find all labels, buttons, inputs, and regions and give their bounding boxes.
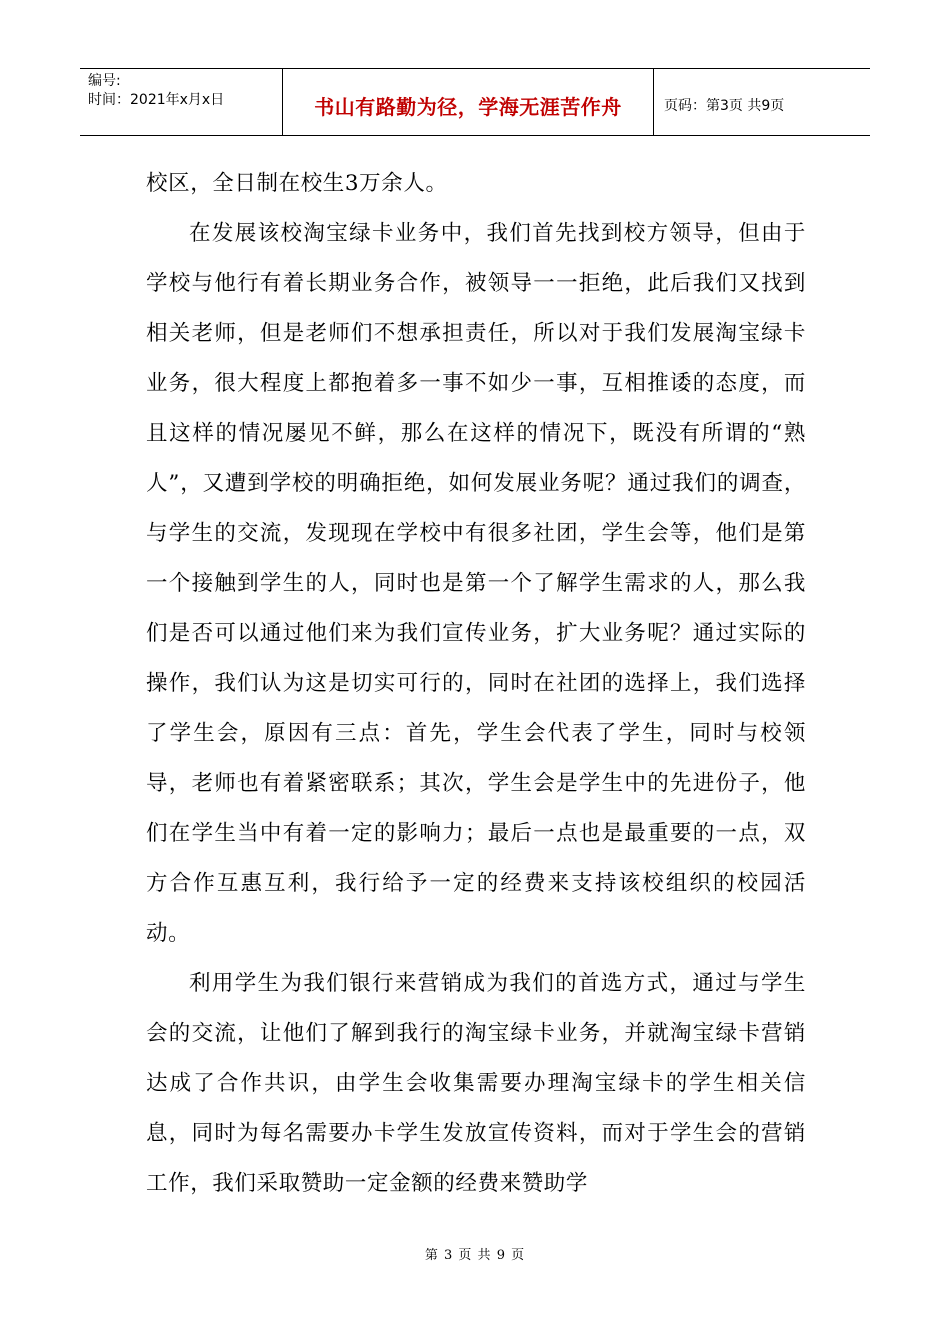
page-footer: 第 3 页 共 9 页 bbox=[424, 1248, 526, 1263]
serial-number-label: 编号: bbox=[88, 73, 121, 89]
document-body bbox=[146, 159, 806, 1209]
paragraph-continuation: 校区，全日制在校生3万余人。 bbox=[146, 171, 448, 196]
header-motto: 书山有路勤为径，学海无涯苦作舟 bbox=[283, 69, 654, 135]
date-label: 时间：2021年x月x日 bbox=[88, 92, 225, 108]
header-meta-cell bbox=[80, 69, 283, 135]
document-header bbox=[80, 68, 870, 136]
header-page-code: 页码：第3页 共9页 bbox=[664, 98, 785, 114]
paragraph: 利用学生为我们银行来营销成为我们的首选方式，通过与学生会的交流，让他们了解到我行的淘宝绿卡业务，并就淘宝绿卡营销达成了合作共识，由学生会收集需要办理淘宝绿卡的学生相关信息，同时为每名需要办卡学生发放宣传资料，而对于学生会的营销工作，我们采取赞助一定金额的经费来赞助学 bbox=[146, 971, 806, 1196]
paragraph: 在发展该校淘宝绿卡业务中，我们首先找到校方领导，但由于学校与他行有着长期业务合作，被领导一一拒绝，此后我们又找到相关老师，但是老师们不想承担责任，所以对于我们发展淘宝绿卡业务，很大程度上都抱着多一事不如少一事，互相推诿的态度，而且这样的情况屡见不鲜，那么在这样的情况下，既没有所谓的“熟人”，又遭到学校的明确拒绝，如何发展业务呢？通过我们的调查，与学生的交流，发现现在学校中有很多社团，学生会等，他们是第一个接触到学生的人，同时也是第一个了解学生需求的人，那么我们是否可以通过他们来为我们宣传业务，扩大业务呢？通过实际的操作，我们认为这是切实可行的，同时在社团的选择上，我们选择了学生会，原因有三点：首先，学生会代表了学生，同时与校领导，老师也有着紧密联系；其次，学生会是学生中的先进份子，他们在学生当中有着一定的影响力；最后一点也是最重要的一点，双方合作互惠互利，我行给予一定的经费来支持该校组织的校园活动。 bbox=[146, 221, 806, 946]
